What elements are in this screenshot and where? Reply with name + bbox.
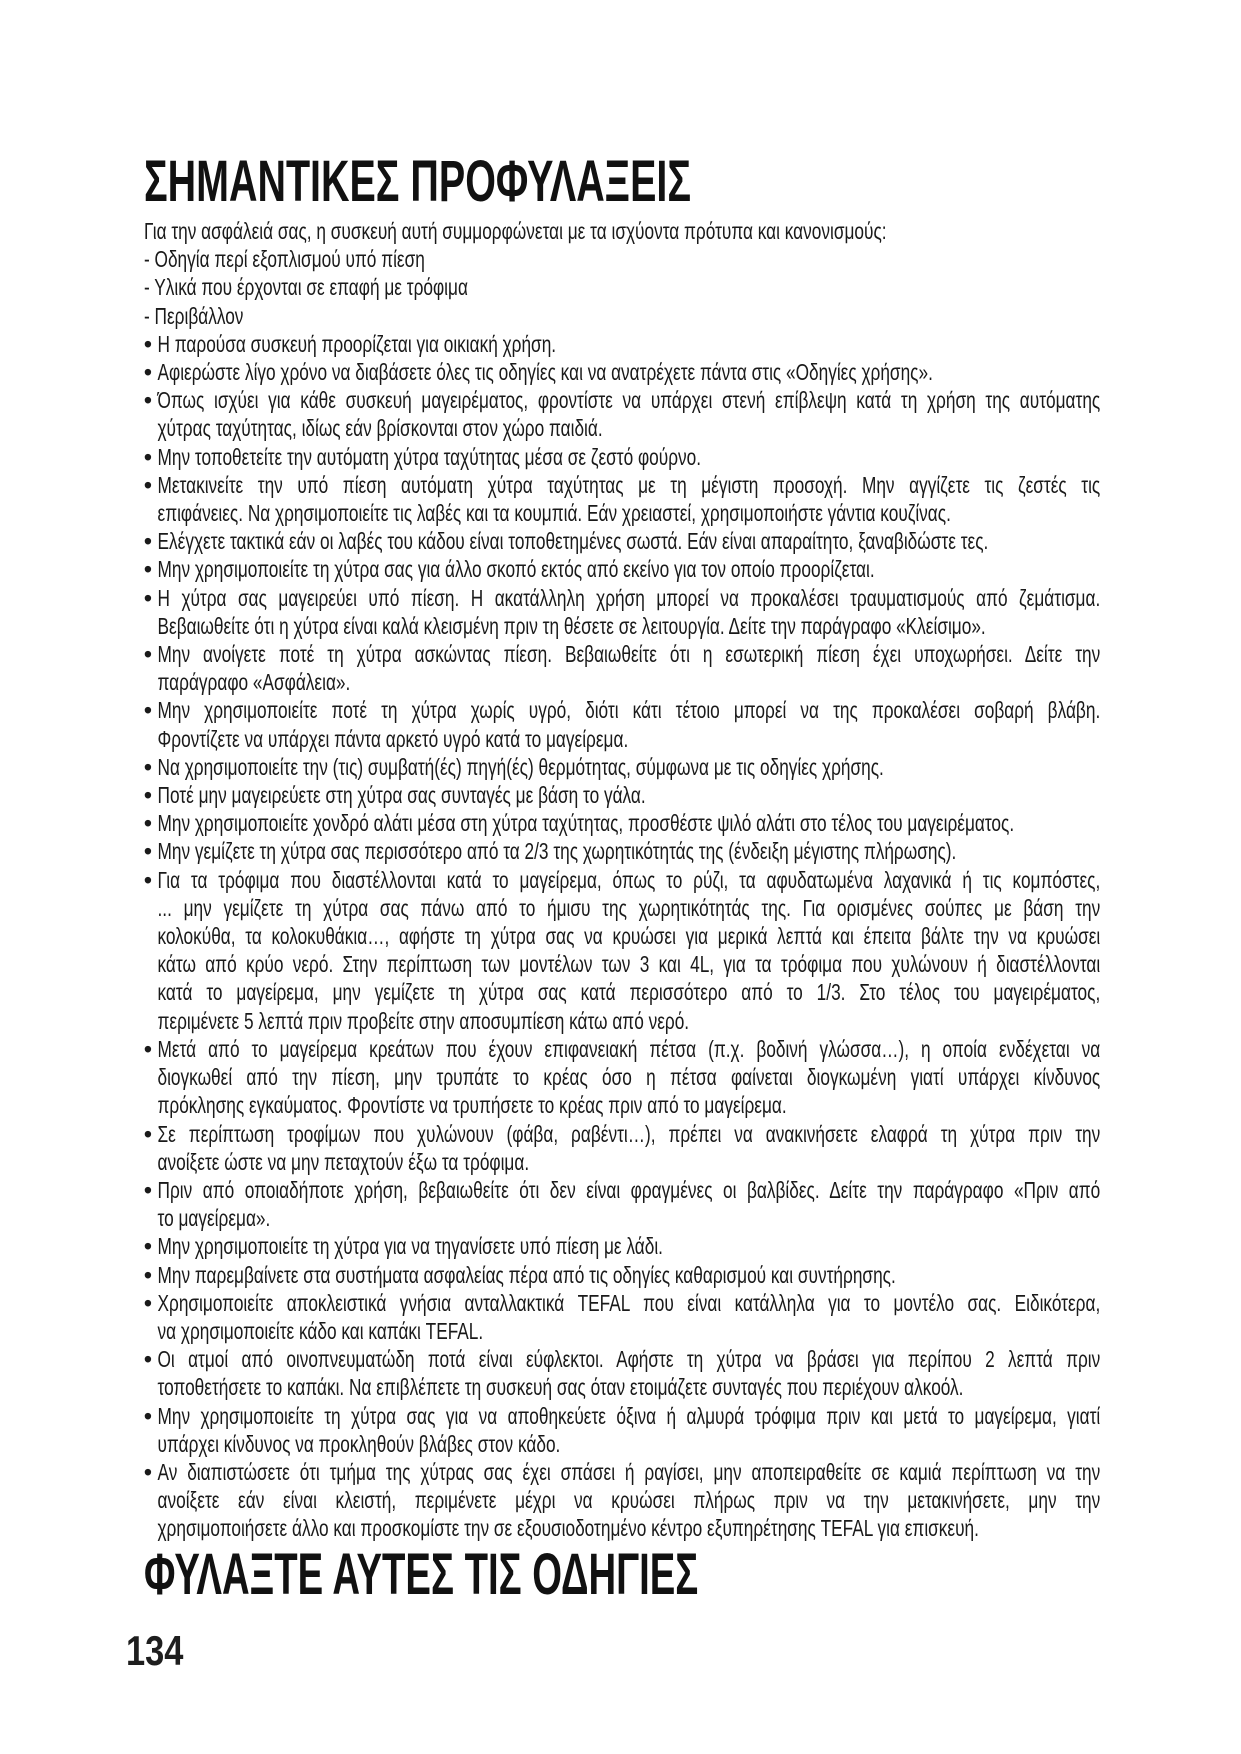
page-number: 134 bbox=[126, 1627, 184, 1674]
precaution-item bbox=[144, 640, 1100, 696]
bullet-marker: • bbox=[144, 838, 152, 865]
bullet-marker: • bbox=[144, 866, 152, 893]
bullet-marker: • bbox=[144, 1261, 152, 1288]
text-line: Μην χρησιμοποιείτε τη χύτρα σας για άλλο σκοπό εκτός από εκείνο για τον οποίο προορίζεται. bbox=[157, 556, 875, 583]
bullet-marker: • bbox=[144, 359, 152, 386]
precaution-text bbox=[158, 1035, 1101, 1120]
text-line: Μην χρησιμοποιείτε τη χύτρα για να τηγανίσετε υπό πίεση με λάδι. bbox=[157, 1233, 663, 1260]
standard-item: - Περιβάλλον bbox=[144, 302, 244, 329]
precaution-text bbox=[158, 753, 1101, 781]
precaution-item bbox=[144, 1345, 1100, 1401]
bullet-marker: • bbox=[144, 641, 152, 668]
precaution-text bbox=[158, 555, 1101, 583]
text-line: κάτω από κρύο νερό. Στην περίπτωση των μοντέλων των 3 και 4L, για τα τρόφιμα που χυλώνουν ή διαστέλλονται bbox=[157, 951, 1100, 978]
precaution-item bbox=[144, 358, 1100, 386]
bullet-marker: • bbox=[144, 1458, 152, 1485]
precaution-item bbox=[144, 330, 1100, 358]
text-line: Για τα τρόφιμα που διαστέλλονται κατά το μαγείρεμα, όπως το ρύζι, τα αφυδατωμένα λαχανικά ή τις κομπόστες, bbox=[157, 866, 1100, 893]
precaution-item bbox=[144, 866, 1100, 1035]
precaution-item bbox=[144, 471, 1100, 527]
precaution-item bbox=[144, 443, 1100, 471]
bullet-marker: • bbox=[144, 330, 152, 357]
text-line: ανοίξετε ώστε να μην πεταχτούν έξω τα τρόφιμα. bbox=[157, 1148, 530, 1175]
precaution-item bbox=[144, 809, 1100, 837]
precaution-item bbox=[144, 753, 1100, 781]
text-line: Να χρησιμοποιείτε την (τις) συμβατή(ές) πηγή(ές) θερμότητας, σύμφωνα με τις οδηγίες χρήσης. bbox=[157, 753, 884, 780]
text-line: Η χύτρα σας μαγειρεύει υπό πίεση. Η ακατάλληλη χρήση μπορεί να προκαλέσει τραυματισμούς από ζεμάτισμα. bbox=[157, 584, 1100, 611]
bullet-marker: • bbox=[144, 584, 152, 611]
text-line: επιφάνειες. Να χρησιμοποιείτε τις λαβές και τα κουμπιά. Εάν χρειαστεί, χρησιμοποιήστε γάντια κουζίνας. bbox=[157, 500, 951, 527]
text-line: κολοκύθα, τα κολοκυθάκια…, αφήστε τη χύτρα σας να κρυώσει για μερικά λεπτά και έπειτα βάλτε την να κρυώσει bbox=[157, 923, 1100, 950]
text-line: διογκωθεί από την πίεση, μην τρυπάτε το κρέας όσο η πέτσα φαίνεται διογκωμένη γιατί υπάρχει κίνδυνος bbox=[157, 1064, 1100, 1091]
bullet-marker: • bbox=[144, 1346, 152, 1373]
text-line: Οι ατμοί από οινοπνευματώδη ποτά είναι εύφλεκτοι. Αφήστε τη χύτρα να βράσει για περίπου 2 λεπτά πριν bbox=[157, 1346, 1100, 1373]
precaution-item bbox=[144, 1289, 1100, 1345]
bullet-marker: • bbox=[144, 697, 152, 724]
precaution-text bbox=[158, 386, 1101, 442]
precaution-item bbox=[144, 781, 1100, 809]
precaution-item bbox=[144, 837, 1100, 865]
text-line: ... μην γεμίζετε τη χύτρα σας πάνω από το ήμισυ της χωρητικότητάς της. Για ορισμένες σούπες με βάση την bbox=[157, 894, 1100, 921]
precaution-item bbox=[144, 1120, 1100, 1176]
precaution-text bbox=[158, 1345, 1101, 1401]
precaution-item bbox=[144, 1458, 1100, 1543]
text-line: Πριν από οποιαδήποτε χρήση, βεβαιωθείτε ότι δεν είναι φραγμένες οι βαλβίδες. Δείτε την παράγραφο «Πριν από bbox=[157, 1176, 1100, 1203]
precaution-text bbox=[158, 584, 1101, 640]
bullet-marker: • bbox=[144, 810, 152, 837]
safety-text-block bbox=[144, 217, 1100, 1543]
text-line: περιμένετε 5 λεπτά πριν προβείτε στην αποσυμπίεση κάτω από νερό. bbox=[157, 1007, 690, 1034]
text-line: Μην χρησιμοποιείτε ποτέ τη χύτρα χωρίς υγρό, διότι κάτι τέτοιο μπορεί να της προκαλέσει σοβαρή βλάβη. bbox=[157, 697, 1100, 724]
text-line: κατά το μαγείρεμα, μην γεμίζετε τη χύτρα σας κατά περισσότερο από το 1/3. Στο τέλος του μαγειρέματος, bbox=[157, 979, 1100, 1006]
text-line: χρησιμοποιήσετε άλλο και προσκομίστε την σε εξουσιοδοτημένο κέντρο εξυπηρέτησης TEFAL για επισκευή. bbox=[157, 1515, 979, 1542]
text-line: τοποθετήσετε το καπάκι. Να επιβλέπετε τη συσκευή σας όταν ετοιμάζετε συνταγές που περιέχουν αλκοόλ. bbox=[157, 1374, 964, 1401]
precaution-text bbox=[158, 781, 1101, 809]
page-title: ΣΗΜΑΝΤΙΚΕΣ ΠΡΟΦΥΛΑΞΕΙΣ bbox=[144, 149, 692, 214]
text-line: Σε περίπτωση τροφίμων που χυλώνουν (φάβα, ραβέντι…), πρέπει να ανακινήσετε ελαφρά τη χύτρα πριν την bbox=[157, 1120, 1100, 1147]
text-line: Μην ανοίγετε ποτέ τη χύτρα ασκώντας πίεση. Βεβαιωθείτε ότι η εσωτερική πίεση έχει υποχωρήσει. Δείτε την bbox=[157, 641, 1100, 668]
standard-item: - Υλικά που έρχονται σε επαφή με τρόφιμα bbox=[144, 274, 468, 301]
precaution-text bbox=[158, 1232, 1101, 1260]
precaution-text bbox=[158, 1458, 1101, 1543]
closing-heading: ΦΥΛΑΞΤΕ ΑΥΤΕΣ ΤΙΣ ΟΔΗΓΙΕΣ bbox=[144, 1542, 699, 1607]
precaution-item bbox=[144, 386, 1100, 442]
text-line: Όπως ισχύει για κάθε συσκευή μαγειρέματος, φροντίστε να υπάρχει στενή επίβλεψη κατά τη χρήση της αυτόματης bbox=[157, 387, 1100, 414]
precaution-text bbox=[158, 866, 1101, 1035]
precaution-text bbox=[158, 1289, 1101, 1345]
precaution-text bbox=[158, 1261, 1101, 1289]
precaution-text bbox=[158, 527, 1101, 555]
bullet-marker: • bbox=[144, 753, 152, 780]
precaution-text bbox=[158, 809, 1101, 837]
precaution-text bbox=[158, 330, 1101, 358]
precaution-text bbox=[158, 1402, 1101, 1458]
text-line: Μετά από το μαγείρεμα κρεάτων που έχουν επιφανειακή πέτσα (π.χ. βοδινή γλώσσα…), η οποία ενδέχεται να bbox=[157, 1035, 1100, 1062]
text-line: να χρησιμοποιείτε κάδο και καπάκι TEFAL. bbox=[157, 1317, 484, 1344]
text-line: Μην χρησιμοποιείτε χονδρό αλάτι μέσα στη χύτρα ταχύτητας, προσθέστε ψιλό αλάτι στο τέλος του μαγειρέματος. bbox=[157, 810, 1015, 837]
text-line: πρόκλησης εγκαύματος. Φροντίστε να τρυπήσετε το κρέας πριν από το μαγείρεμα. bbox=[157, 1092, 787, 1119]
text-line: Φροντίζετε να υπάρχει πάντα αρκετό υγρό κατά το μαγείρεμα. bbox=[157, 725, 629, 752]
text-line: Μην παρεμβαίνετε στα συστήματα ασφαλείας πέρα από τις οδηγίες καθαρισμού και συντήρησης. bbox=[157, 1261, 896, 1288]
text-line: Αν διαπιστώσετε ότι τμήμα της χύτρας σας έχει σπάσει ή ραγίσει, μην αποπειραθείτε σε καμιά περίπτωση να την bbox=[157, 1458, 1100, 1485]
bullet-marker: • bbox=[144, 1402, 152, 1429]
text-line: Μην χρησιμοποιείτε τη χύτρα σας για να αποθηκεύετε όξινα ή αλμυρά τρόφιμα πριν και μετά το μαγείρεμα, γιατί bbox=[157, 1402, 1100, 1429]
bullet-marker: • bbox=[144, 1289, 152, 1316]
precaution-item bbox=[144, 1402, 1100, 1458]
precaution-text bbox=[158, 640, 1101, 696]
precaution-text bbox=[158, 1176, 1101, 1232]
precaution-text bbox=[158, 837, 1101, 865]
bullet-marker: • bbox=[144, 782, 152, 809]
text-line: Αφιερώστε λίγο χρόνο να διαβάσετε όλες τις οδηγίες και να ανατρέχετε πάντα στις «Οδηγίες χρήσης». bbox=[157, 359, 933, 386]
bullet-marker: • bbox=[144, 1120, 152, 1147]
text-line: χύτρας ταχύτητας, ιδίως εάν βρίσκονται στον χώρο παιδιά. bbox=[157, 415, 603, 442]
text-line: Ποτέ μην μαγειρεύετε στη χύτρα σας συνταγές με βάση το γάλα. bbox=[157, 782, 646, 809]
bullet-marker: • bbox=[144, 1176, 152, 1203]
text-line: Βεβαιωθείτε ότι η χύτρα είναι καλά κλεισμένη πριν τη θέσετε σε λειτουργία. Δείτε την παράγραφο «Κλείσιμο». bbox=[157, 612, 986, 639]
text-line: υπάρχει κίνδυνος να προκληθούν βλάβες στον κάδο. bbox=[157, 1430, 561, 1457]
text-line: παράγραφο «Ασφάλεια». bbox=[157, 669, 351, 696]
bullet-marker: • bbox=[144, 387, 152, 414]
precaution-item bbox=[144, 584, 1100, 640]
precaution-text bbox=[158, 696, 1101, 752]
text-line: Η παρούσα συσκευή προορίζεται για οικιακή χρήση. bbox=[157, 330, 557, 357]
bullet-marker: • bbox=[144, 471, 152, 498]
text-line: Μην τοποθετείτε την αυτόματη χύτρα ταχύτητας μέσα σε ζεστό φούρνο. bbox=[157, 443, 702, 470]
safety-instructions bbox=[144, 217, 1100, 1547]
bullet-marker: • bbox=[144, 528, 152, 555]
intro-text: Για την ασφάλειά σας, η συσκευή αυτή συμμορφώνεται με τα ισχύοντα πρότυπα και κανονισμούς: bbox=[144, 218, 887, 244]
text-line: Χρησιμοποιείτε αποκλειστικά γνήσια ανταλλακτικά TEFAL που είναι κατάλληλα για το μοντέλο σας. Ειδικότερα, bbox=[157, 1289, 1100, 1316]
text-line: το μαγείρεμα». bbox=[157, 1205, 271, 1232]
precaution-text bbox=[158, 443, 1101, 471]
text-line: Ελέγχετε τακτικά εάν οι λαβές του κάδου είναι τοποθετημένες σωστά. Εάν είναι απαραίτητο, ξαναβιδώστε τες. bbox=[157, 528, 989, 555]
text-line: Μην γεμίζετε τη χύτρα σας περισσότερο από τα 2/3 της χωρητικότητάς της (ένδειξη μέγιστης πλήρωσης). bbox=[157, 838, 957, 865]
precaution-item bbox=[144, 1261, 1100, 1289]
precaution-item bbox=[144, 527, 1100, 555]
text-line: Μετακινείτε την υπό πίεση αυτόματη χύτρα ταχύτητας με τη μέγιστη προσοχή. Μην αγγίζετε τις ζεστές τις bbox=[157, 471, 1100, 498]
precaution-item bbox=[144, 1232, 1100, 1260]
standard-item: - Οδηγία περί εξοπλισμού υπό πίεση bbox=[144, 246, 425, 273]
precaution-text bbox=[158, 358, 1101, 386]
precaution-item bbox=[144, 555, 1100, 583]
precaution-text bbox=[158, 1120, 1101, 1176]
precaution-item bbox=[144, 1176, 1100, 1232]
precaution-item bbox=[144, 696, 1100, 752]
text-line: ανοίξετε εάν είναι κλειστή, περιμένετε μέχρι να κρυώσει πλήρως πριν να την μετακινήσετε, μην την bbox=[157, 1487, 1100, 1514]
bullet-marker: • bbox=[144, 556, 152, 583]
bullet-marker: • bbox=[144, 443, 152, 470]
precaution-text bbox=[158, 471, 1101, 527]
bullet-marker: • bbox=[144, 1035, 152, 1062]
precaution-item bbox=[144, 1035, 1100, 1120]
bullet-marker: • bbox=[144, 1233, 152, 1260]
